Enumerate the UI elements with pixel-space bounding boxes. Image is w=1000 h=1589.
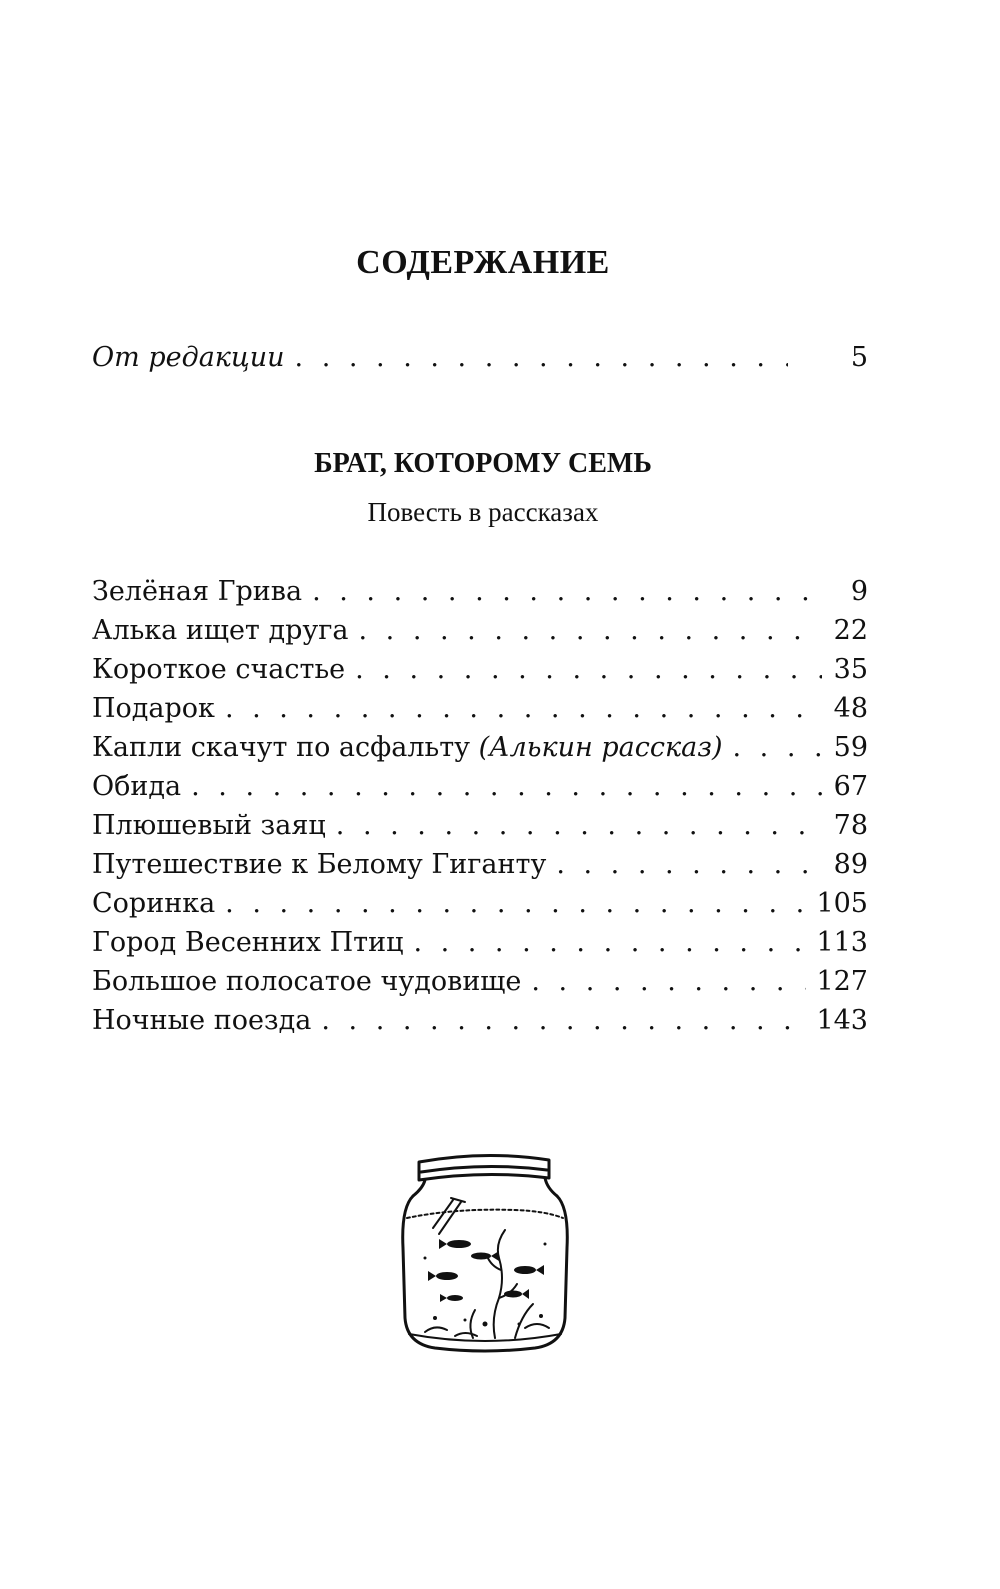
- toc-entry[interactable]: [92, 728, 868, 768]
- toc-entry-page: 127: [816, 966, 868, 997]
- toc-leader-dots: [413, 923, 806, 963]
- toc-entry-page: 143: [816, 1005, 868, 1036]
- toc-entry-page: 5: [850, 342, 868, 373]
- toc-entry-label: Плюшевый заяц: [92, 810, 326, 841]
- toc-entry[interactable]: [92, 806, 868, 846]
- jar-with-fish-icon: [395, 1148, 575, 1358]
- toc-entry-label: От редакции: [92, 342, 285, 373]
- toc-entry[interactable]: [92, 572, 868, 612]
- toc-leader-dots: [295, 338, 788, 378]
- toc-leader-dots: [225, 689, 822, 729]
- toc-entry[interactable]: [92, 689, 868, 729]
- toc-entry-page: 67: [833, 771, 868, 802]
- toc-entry-label: Короткое счастье: [92, 654, 346, 685]
- page-title: СОДЕРЖАНИЕ: [356, 244, 610, 281]
- toc-entry[interactable]: [92, 962, 868, 1002]
- toc-entry-label: Город Весенних Птиц: [92, 927, 404, 958]
- toc-leader-dots: [732, 728, 822, 768]
- toc-leader-dots: [312, 572, 822, 612]
- toc-entry-page: 9: [850, 576, 868, 607]
- toc-entry-label: Зелёная Грива: [92, 576, 303, 607]
- toc-entry-page: 59: [833, 732, 868, 763]
- toc-leader-dots: [336, 806, 822, 846]
- toc-leader-dots: [556, 845, 822, 885]
- toc-entry-page: 48: [833, 693, 868, 724]
- toc-leader-dots: [359, 611, 823, 651]
- toc-entry-page: 35: [833, 654, 868, 685]
- toc-entry-label: [92, 728, 722, 768]
- toc-entry[interactable]: [92, 884, 868, 924]
- toc-entry-editorial[interactable]: [92, 338, 868, 378]
- toc-leader-dots: [355, 650, 822, 690]
- toc-leader-dots: [225, 884, 806, 924]
- toc-leader-dots: [191, 767, 822, 807]
- toc-entry-title: Капли скачут по асфальту: [92, 732, 471, 763]
- toc-entry-label: Ночные поезда: [92, 1005, 312, 1036]
- toc-leader-dots: [321, 1001, 806, 1041]
- toc-entry-note: (Алькин рассказ): [478, 732, 723, 763]
- toc-entry-page: 113: [816, 927, 868, 958]
- toc-entry-page: 89: [833, 849, 868, 880]
- toc-entry-label: Путешествие к Белому Гиганту: [92, 849, 547, 880]
- toc-entry[interactable]: [92, 845, 868, 885]
- toc-entry[interactable]: [92, 650, 868, 690]
- section-title: БРАТ, КОТОРОМУ СЕМЬ: [314, 448, 652, 479]
- toc-entry[interactable]: [92, 1001, 868, 1041]
- toc-entry-page: 22: [833, 615, 868, 646]
- toc-entry[interactable]: [92, 611, 868, 651]
- toc-entry-label: Подарок: [92, 693, 215, 724]
- toc-leader-dots: [531, 962, 806, 1002]
- toc-entry-label: Алька ищет друга: [92, 615, 349, 646]
- toc-entry-label: Соринка: [92, 888, 216, 919]
- toc-entry-label: Большое полосатое чудовище: [92, 966, 522, 997]
- toc-entry-page: 105: [816, 888, 868, 919]
- toc-entry-label: Обида: [92, 771, 182, 802]
- toc-entry-page: 78: [833, 810, 868, 841]
- section-subtitle: Повесть в рассказах: [367, 497, 599, 527]
- toc-entry[interactable]: [92, 767, 868, 807]
- toc-entry[interactable]: [92, 923, 868, 963]
